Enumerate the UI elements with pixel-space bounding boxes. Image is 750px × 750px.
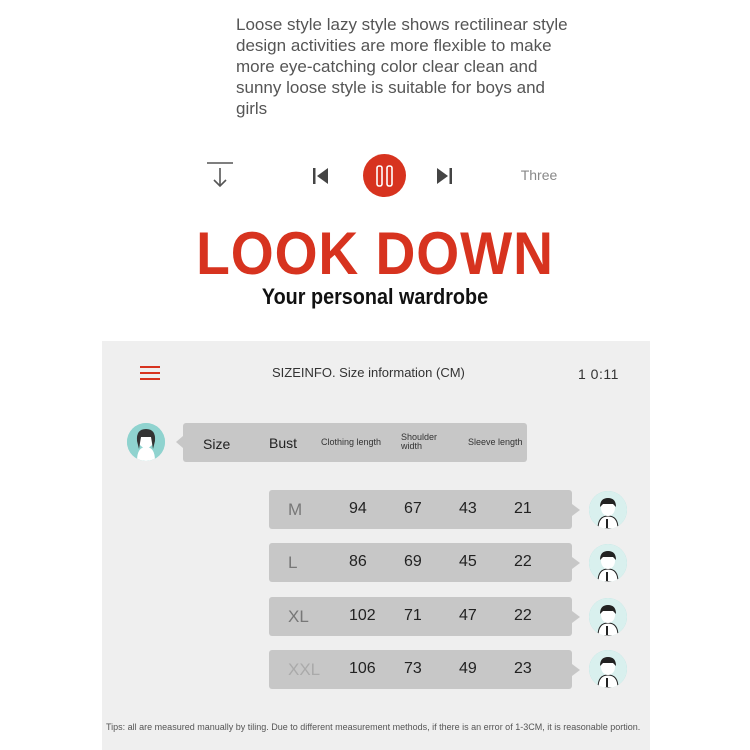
three-button[interactable] (514, 162, 564, 188)
row-size: XXL (288, 660, 321, 679)
hamburger-menu-icon[interactable] (140, 366, 160, 382)
row-clothing-length: 73 (404, 660, 422, 677)
media-player-controls (0, 150, 750, 200)
row-sleeve-length: 22 (514, 607, 532, 624)
tips-text: Tips: all are measured manually by tiling. Due to different measurement methods, if there is an error of 1-3CM, it is reasonable portion. (106, 722, 641, 732)
subheadline: Your personal wardrobe (261, 284, 489, 309)
row-size: M (288, 500, 303, 519)
row-bust: 102 (349, 607, 376, 624)
header-shoulder-width: Shoulder width (401, 432, 438, 451)
avatar-boy (589, 598, 627, 636)
skip-next-icon (434, 165, 454, 187)
row-bust: 106 (349, 660, 376, 677)
pause-icon (374, 164, 396, 188)
row-shoulder-width: 43 (459, 500, 477, 517)
panel-time: 1 0:11 (578, 366, 619, 382)
row-size: XL (288, 607, 309, 626)
row-sleeve-length: 23 (514, 660, 532, 677)
row-clothing-length: 67 (404, 500, 422, 517)
avatar-girl (127, 423, 165, 461)
three-label: Three (520, 167, 558, 183)
header-size: Size (203, 436, 231, 452)
row-size: L (288, 553, 298, 572)
row-shoulder-width: 45 (459, 553, 477, 570)
avatar-boy (589, 544, 627, 582)
description-text: Loose style lazy style shows rectilinear style design activities are more flexible to make more eye-catching color clear clean and sunny loose style is suitable for boys and girls (236, 15, 568, 118)
row-clothing-length: 71 (404, 607, 422, 624)
row-sleeve-length: 22 (514, 553, 532, 570)
header-clothing-length: Clothing length (321, 437, 382, 447)
header-sleeve-length: Sleeve length (468, 437, 523, 447)
row-bust: 86 (349, 553, 367, 570)
skip-previous-icon (311, 165, 331, 187)
headline: LOOK DOWN (196, 220, 554, 287)
row-shoulder-width: 47 (459, 607, 477, 624)
next-button[interactable] (434, 165, 454, 187)
row-shoulder-width: 49 (459, 660, 477, 677)
panel-title: SIZEINFO. Size information (CM) (272, 365, 465, 380)
header-bust: Bust (269, 435, 298, 451)
avatar-boy (589, 491, 627, 529)
row-bust: 94 (349, 500, 367, 517)
previous-button[interactable] (311, 165, 331, 187)
header-bubble (183, 423, 527, 462)
download-icon (204, 160, 236, 190)
pause-button[interactable] (363, 154, 406, 197)
size-info-panel (102, 341, 650, 750)
download-button[interactable] (204, 160, 236, 190)
row-sleeve-length: 21 (514, 500, 532, 517)
avatar-boy (589, 650, 627, 688)
row-clothing-length: 69 (404, 553, 422, 570)
